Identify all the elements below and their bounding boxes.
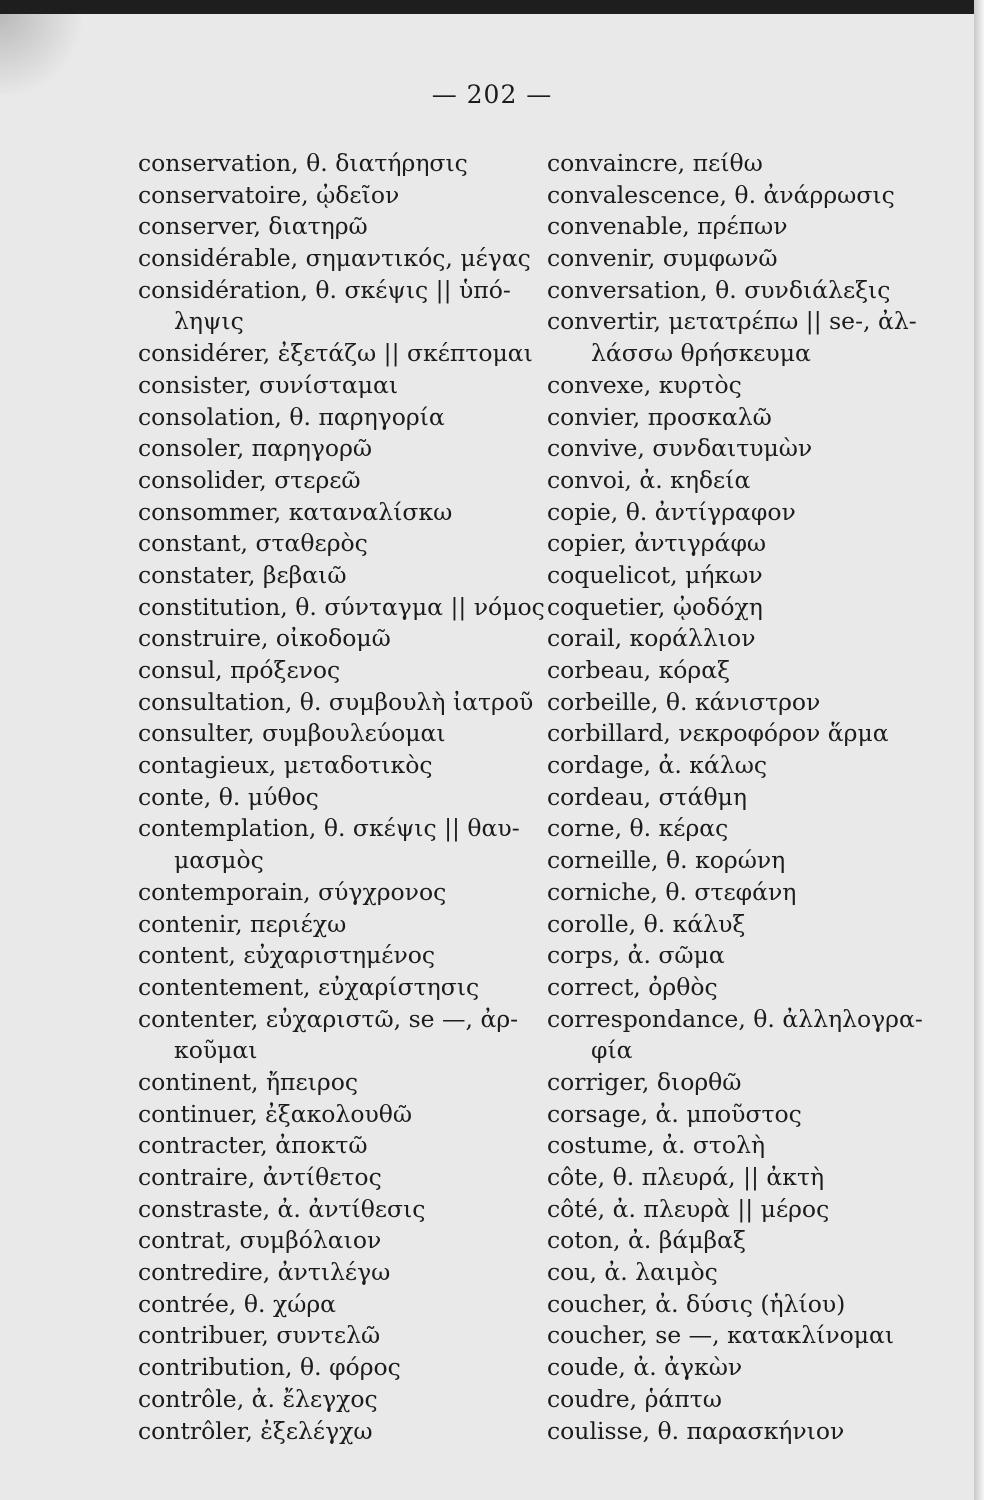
dictionary-entry: constraste, ἀ. ἀντίθεσις xyxy=(138,1194,426,1223)
dictionary-entry: coquelicot, μήκων xyxy=(547,560,763,589)
dictionary-entry: contenir, περιέχω xyxy=(138,909,347,938)
dictionary-entry: copier, ἀντιγράφω xyxy=(547,529,767,558)
dictionary-entry: consoler, παρηγορῶ xyxy=(138,434,373,463)
dictionary-entry: consul, πρόξενος xyxy=(138,656,341,684)
dictionary-entry: constater, βεβαιῶ xyxy=(138,560,347,589)
dictionary-entry-continuation: λάσσω θρήσκευμα xyxy=(591,339,811,368)
dictionary-entry: content, εὐχαριστημένος xyxy=(138,941,436,970)
dictionary-entry: cordeau, στάθμη xyxy=(547,782,747,811)
dictionary-entry: conserver, διατηρῶ xyxy=(138,212,368,241)
dictionary-entry: corneille, θ. κορώνη xyxy=(547,846,786,875)
dictionary-entry: consulter, συμβουλεύομαι xyxy=(138,719,446,748)
dictionary-entry: coquetier, ᾠοδόχη xyxy=(547,592,763,621)
dictionary-entry: costume, ἀ. στολὴ xyxy=(547,1131,766,1160)
dictionary-entry: contribuer, συντελῶ xyxy=(138,1321,381,1350)
dictionary-entry: corne, θ. κέρας xyxy=(547,814,729,843)
dictionary-entry: corps, ἀ. σῶμα xyxy=(547,941,725,970)
dictionary-entry: corbeau, κόραξ xyxy=(547,656,731,684)
dictionary-entry: convaincre, πείθω xyxy=(547,149,763,177)
dictionary-entry: contemplation, θ. σκέψις || θαυ- xyxy=(138,814,520,843)
dictionary-entry: cou, ἀ. λαιμὸς xyxy=(547,1258,718,1287)
dictionary-entry: corniche, θ. στεφάνη xyxy=(547,877,797,906)
dictionary-entry: considération, θ. σκέψις || ὑπό- xyxy=(138,275,511,304)
dictionary-entry-continuation: ληψις xyxy=(174,307,244,336)
dictionary-entry: corail, κοράλλιον xyxy=(547,624,756,653)
dictionary-entry: contrat, συμβόλαιον xyxy=(138,1226,382,1255)
scan-right-edge xyxy=(974,0,984,1500)
dictionary-entry-continuation: κοῦμαι xyxy=(174,1036,258,1065)
dictionary-entry: conte, θ. μύθος xyxy=(138,782,319,811)
dictionary-entry: côté, ἀ. πλευρὰ || μέρος xyxy=(547,1194,830,1223)
dictionary-entry: contagieux, μεταδοτικὸς xyxy=(138,751,433,780)
dictionary-entry: côte, θ. πλευρά, || ἀκτὴ xyxy=(547,1163,825,1191)
dictionary-entry: contentement, εὐχαρίστησις xyxy=(138,972,480,1001)
dictionary-entry: contribution, θ. φόρος xyxy=(138,1353,401,1382)
dictionary-entry: coucher, se —, κατακλίνομαι xyxy=(547,1321,895,1350)
dictionary-entry: continent, ἤπειρος xyxy=(138,1067,359,1096)
dictionary-entry: convier, προσκαλῶ xyxy=(547,402,772,431)
dictionary-entry: convexe, κυρτὸς xyxy=(547,370,742,399)
dictionary-entry: constant, σταθερὸς xyxy=(138,529,368,558)
dictionary-entry: considérable, σημαντικός, μέγας xyxy=(138,244,531,273)
dictionary-entry: coucher, ἀ. δύσις (ἡλίου) xyxy=(547,1289,846,1318)
dictionary-entry: convalescence, θ. ἀνάρρωσις xyxy=(547,180,895,209)
dictionary-entry: consister, συνίσταμαι xyxy=(138,370,399,399)
dictionary-entry: conservatoire, ᾠδεῖον xyxy=(138,180,400,209)
dictionary-entry: copie, θ. ἀντίγραφον xyxy=(547,497,796,526)
dictionary-entry: convenir, συμφωνῶ xyxy=(547,244,778,273)
dictionary-entry: contracter, ἀποκτῶ xyxy=(138,1131,368,1160)
dictionary-entry: contraire, ἀντίθετος xyxy=(138,1163,382,1191)
dictionary-entry: conversation, θ. συνδιάλεξις xyxy=(547,275,891,304)
dictionary-entry: correspondance, θ. ἀλληλογρα- xyxy=(547,1004,923,1033)
dictionary-entry: convertir, μετατρέπω || se-, ἀλ- xyxy=(547,307,917,336)
dictionary-entry: corolle, θ. κάλυξ xyxy=(547,909,746,938)
dictionary-entry: contemporain, σύγχρονος xyxy=(138,877,447,906)
dictionary-entry: consommer, καταναλίσκω xyxy=(138,497,453,526)
dictionary-entry: correct, ὀρθὸς xyxy=(547,972,718,1001)
dictionary-entry: consolider, στερεῶ xyxy=(138,465,361,494)
dictionary-entry: contredire, ἀντιλέγω xyxy=(138,1258,391,1287)
dictionary-entry: contrée, θ. χώρα xyxy=(138,1289,337,1318)
dictionary-entry-continuation: μασμὸς xyxy=(174,846,264,875)
dictionary-entry: continuer, ἐξακολουθῶ xyxy=(138,1099,413,1128)
dictionary-entry: corriger, διορθῶ xyxy=(547,1067,742,1096)
dictionary-entry: coude, ἀ. ἀγκὼν xyxy=(547,1353,743,1382)
dictionary-entry: conservation, θ. διατήρησις xyxy=(138,149,468,177)
dictionary-entry: contrôle, ἀ. ἔλεγχος xyxy=(138,1384,378,1413)
dictionary-entry: construire, οἰκοδομῶ xyxy=(138,624,391,653)
dictionary-entry: contenter, εὐχαριστῶ, se —, ἀρ- xyxy=(138,1004,519,1033)
dictionary-entry: corbillard, νεκροφόρον ἅρμα xyxy=(547,719,889,748)
dictionary-entry: coton, ἀ. βάμβαξ xyxy=(547,1226,746,1255)
dictionary-entry: contrôler, ἐξελέγχω xyxy=(138,1416,373,1445)
dictionary-entry: corsage, ἀ. μποῦστος xyxy=(547,1099,802,1128)
dictionary-entry: constitution, θ. σύνταγμα || νόμος xyxy=(138,592,545,621)
dictionary-entry: consolation, θ. παρηγορία xyxy=(138,402,445,431)
dictionary-entry: convenable, πρέπων xyxy=(547,212,788,241)
dictionary-entry: corbeille, θ. κάνιστρον xyxy=(547,687,821,716)
dictionary-entry: coudre, ῥάπτω xyxy=(547,1384,722,1413)
dictionary-entry: cordage, ἀ. κάλως xyxy=(547,751,768,780)
left-column xyxy=(138,148,545,1447)
dictionary-entry: considérer, ἐξετάζω || σκέπτομαι xyxy=(138,339,533,368)
page-number: — 202 — xyxy=(431,80,553,109)
scan-top-border xyxy=(0,0,984,14)
dictionary-entry-continuation: φία xyxy=(591,1036,633,1065)
right-column xyxy=(547,148,947,1447)
dictionary-entry: consultation, θ. συμβουλὴ ἰατροῦ xyxy=(138,687,534,716)
dictionary-entry: convoi, ἀ. κηδεία xyxy=(547,465,751,494)
dictionary-entry: coulisse, θ. παρασκήνιον xyxy=(547,1416,845,1445)
dictionary-entry: convive, συνδαιτυμὼν xyxy=(547,434,813,463)
